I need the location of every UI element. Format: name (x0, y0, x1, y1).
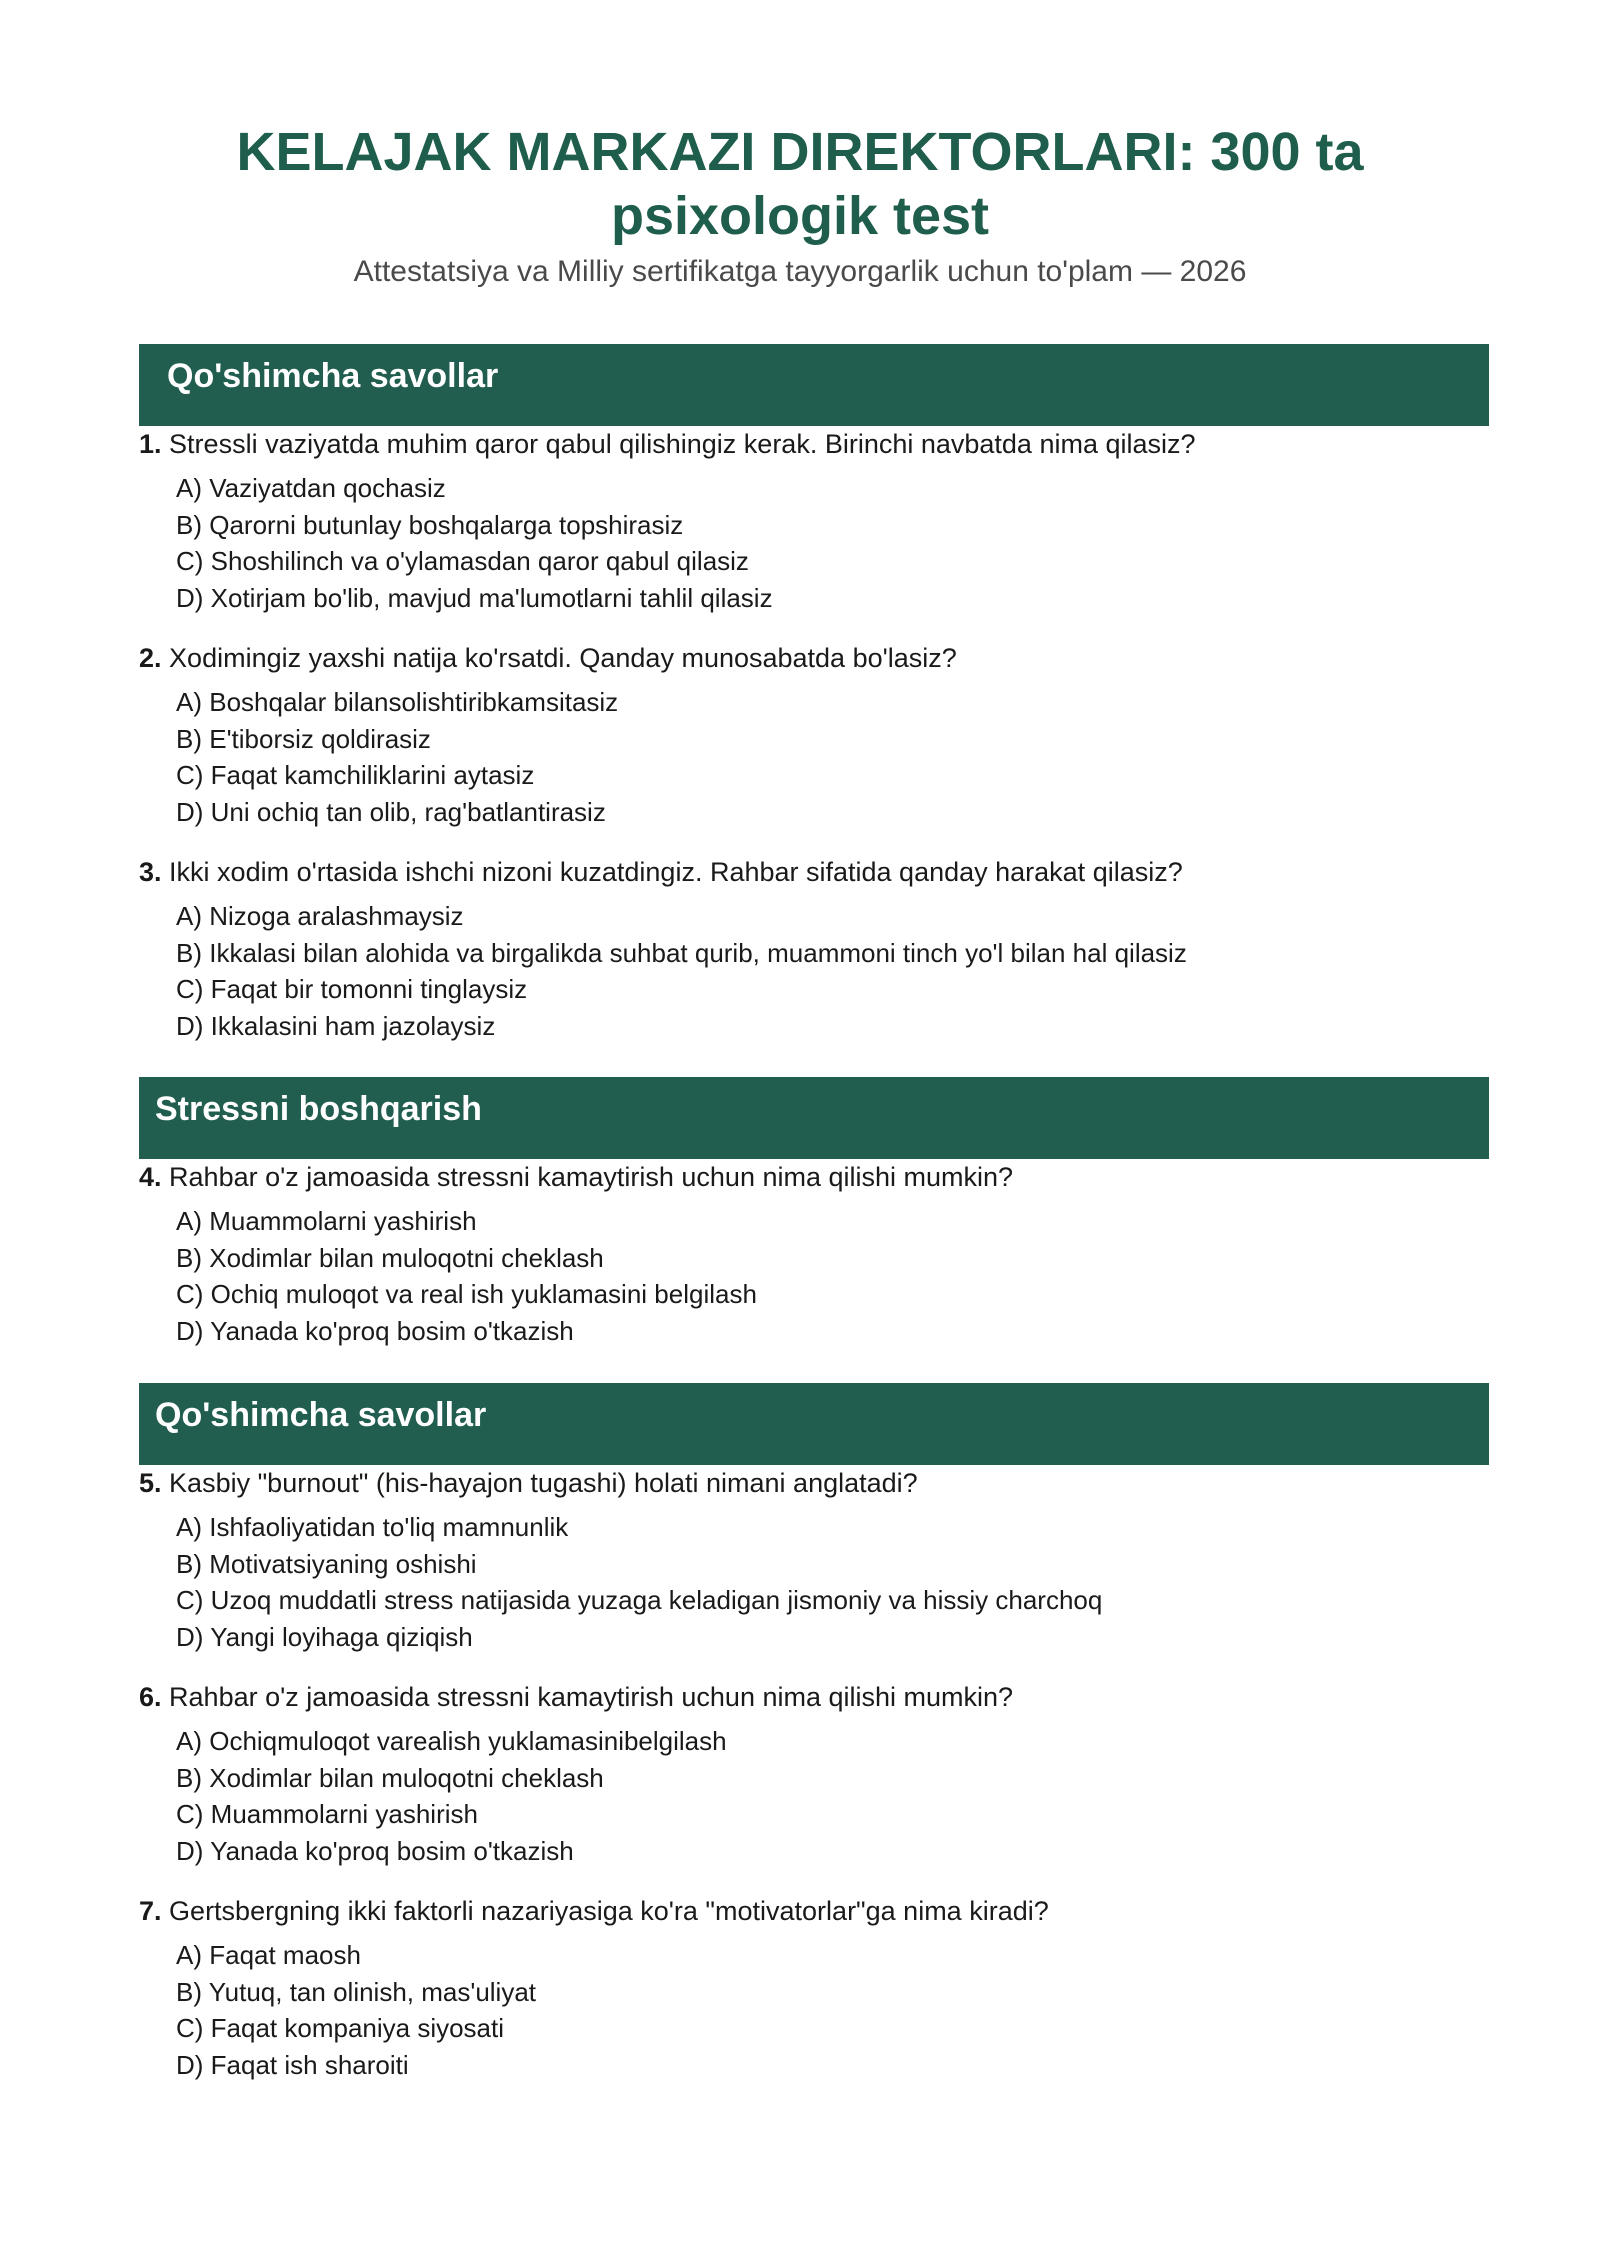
question-body: Kasbiy "burnout" (his-hayajon tugashi) holati nimani anglatadi? (169, 1468, 918, 1498)
option-a: A) Ishfaoliyatidan to'liq mamnunlik (176, 1512, 569, 1542)
option-b: B) Motivatsiyaning oshishi (176, 1548, 477, 1579)
question-text (139, 426, 1489, 462)
option-d: D) Yanada ko'proq bosim o'tkazish (176, 1835, 574, 1866)
option-b: B) Ikkalasi bilan alohida va birgalikda suhbat qurib, muammoni tinch yo'l bilan hal qilasiz (176, 937, 1187, 968)
question-number: 7. (139, 1896, 162, 1926)
option-a: A) Boshqalar bilansolishtiribkamsitasiz (176, 687, 619, 717)
option-b: B) E'tiborsiz qoldirasiz (176, 723, 431, 754)
option-c: C) Muammolarni yashirish (176, 1799, 478, 1829)
section-heading: Qo'shimcha savollar (139, 344, 1489, 426)
answer-options (139, 1509, 1489, 1655)
question-5 (139, 1465, 1489, 1655)
question-number: 3. (139, 857, 162, 887)
option-c: C) Uzoq muddatli stress natijasida yuzaga keladigan jismoniy va hissiy charchoq (176, 1585, 1103, 1615)
question-number: 2. (139, 643, 162, 673)
question-number: 6. (139, 1682, 162, 1712)
option-c: C) Shoshilinch va o'ylamasdan qaror qabul qilasiz (176, 546, 749, 576)
option-d: D) Uni ochiq tan olib, rag'batlantirasiz (176, 796, 606, 827)
answer-options (139, 898, 1489, 1044)
question-body: Rahbar o'z jamoasida stressni kamaytirish uchun nima qilishi mumkin? (169, 1162, 1014, 1192)
option-b: B) Xodimlar bilan muloqotni cheklash (176, 1762, 604, 1793)
option-b: B) Yutuq, tan olinish, mas'uliyat (176, 1976, 537, 2007)
section-heading: Qo'shimcha savollar (139, 1383, 1489, 1465)
option-b: B) Qarorni butunlay boshqalarga topshirasiz (176, 509, 684, 540)
question-text (139, 1465, 1489, 1501)
question-body: Xodimingiz yaxshi natija ko'rsatdi. Qanday munosabatda bo'lasiz? (169, 643, 957, 673)
answer-options (139, 1723, 1489, 1869)
option-b: B) Xodimlar bilan muloqotni cheklash (176, 1242, 604, 1273)
option-a: A) Ochiqmuloqot varealish yuklamasinibelgilash (176, 1726, 727, 1756)
option-a: A) Nizoga aralashmaysiz (176, 901, 464, 931)
document-title: KELAJAK MARKAZI DIREKTORLARI: 300 ta psixologik test (236, 122, 1364, 246)
question-7 (139, 1893, 1489, 2083)
answer-options (139, 1203, 1489, 1349)
document-subtitle: Attestatsiya va Milliy sertifikatga tayyorgarlik uchun to'plam — 2026 (353, 255, 1247, 288)
question-text (139, 854, 1489, 890)
question-1 (139, 426, 1489, 616)
option-d: D) Yangi loyihaga qiziqish (176, 1621, 473, 1652)
question-body: Stressli vaziyatda muhim qaror qabul qilishingiz kerak. Birinchi navbatda nima qilasiz? (169, 429, 1196, 459)
option-c: C) Faqat kamchiliklarini aytasiz (176, 760, 535, 790)
option-c: C) Faqat bir tomonni tinglaysiz (176, 974, 528, 1004)
question-2 (139, 640, 1489, 830)
option-d: D) Xotirjam bo'lib, mavjud ma'lumotlarni tahlil qilasiz (176, 582, 773, 613)
option-d: D) Ikkalasini ham jazolaysiz (176, 1010, 496, 1041)
answer-options (139, 684, 1489, 830)
question-body: Gertsbergning ikki faktorli nazariyasiga ko'ra "motivatorlar"ga nima kiradi? (169, 1896, 1049, 1926)
question-4 (139, 1159, 1489, 1349)
section-additional-questions-1 (139, 344, 1489, 1041)
section-stress-management (139, 1077, 1489, 1346)
option-a: A) Vaziyatdan qochasiz (176, 473, 446, 503)
section-additional-questions-2 (139, 1383, 1489, 2080)
answer-options (139, 470, 1489, 616)
option-d: D) Faqat ish sharoiti (176, 2049, 409, 2080)
option-a: A) Faqat maosh (176, 1940, 361, 1970)
question-text (139, 1679, 1489, 1715)
question-6 (139, 1679, 1489, 1869)
option-d: D) Yanada ko'proq bosim o'tkazish (176, 1315, 574, 1346)
question-text (139, 1159, 1489, 1195)
question-text (139, 640, 1489, 676)
question-text (139, 1893, 1489, 1929)
question-number: 4. (139, 1162, 162, 1192)
option-c: C) Ochiq muloqot va real ish yuklamasini belgilash (176, 1279, 757, 1309)
option-a: A) Muammolarni yashirish (176, 1206, 477, 1236)
question-number: 1. (139, 429, 162, 459)
document-header (0, 120, 1600, 290)
answer-options (139, 1937, 1489, 2083)
question-body: Ikki xodim o'rtasida ishchi nizoni kuzatdingiz. Rahbar sifatida qanday harakat qilasiz? (169, 857, 1183, 887)
question-number: 5. (139, 1468, 162, 1498)
option-c: C) Faqat kompaniya siyosati (176, 2013, 505, 2043)
question-body: Rahbar o'z jamoasida stressni kamaytirish uchun nima qilishi mumkin? (169, 1682, 1014, 1712)
question-3 (139, 854, 1489, 1044)
section-heading: Stressni boshqarish (139, 1077, 1489, 1159)
